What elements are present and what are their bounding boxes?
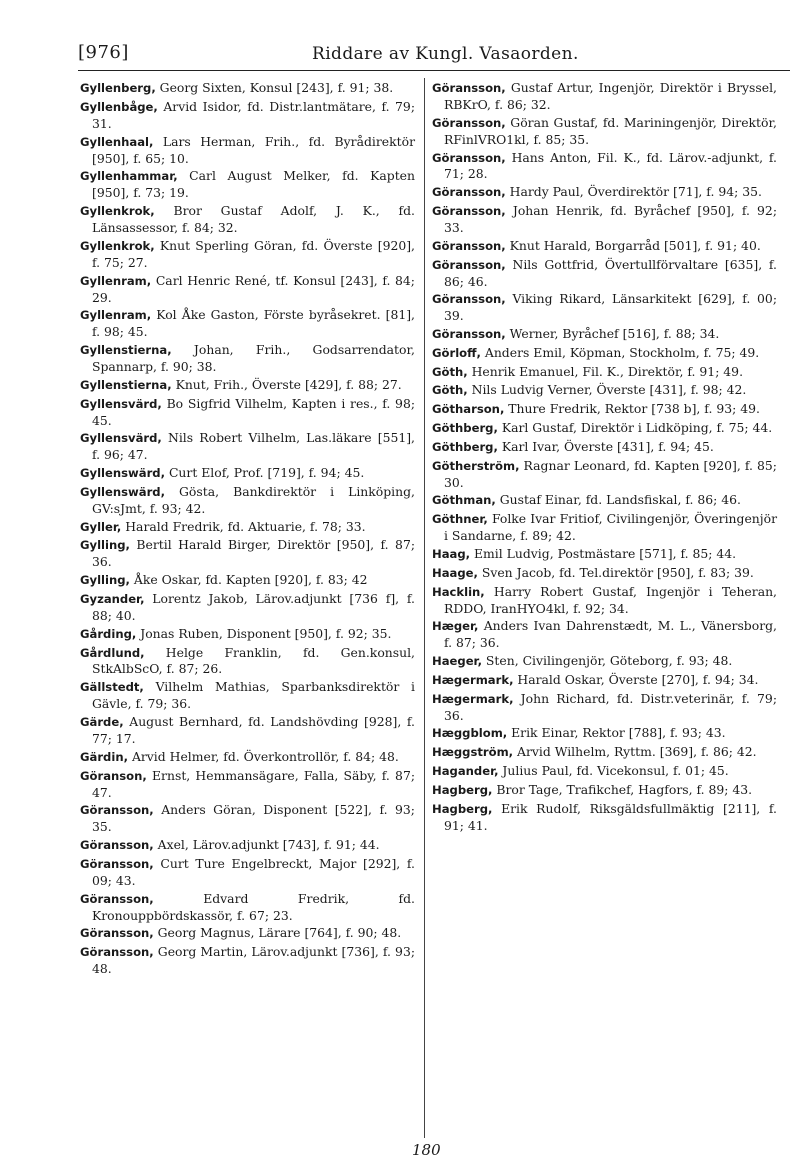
entry-surname: Göranson, — [80, 768, 147, 783]
directory-entry — [80, 944, 415, 977]
entry-details: Axel, Lärov.adjunkt [743], f. 91; 44. — [153, 837, 380, 853]
entry-details: Nils Gottfrid, Övertullförvaltare [635], f. 86; 46. — [444, 256, 777, 289]
directory-entry — [80, 645, 415, 678]
directory-entry — [80, 342, 415, 375]
entry-surname: Gyllenbåge, — [80, 99, 158, 114]
entry-details: Nils Ludvig Verner, Överste [431], f. 98; 42. — [467, 382, 747, 398]
page-number: [976] — [78, 42, 129, 63]
entry-details: Ernst, Hemmansägare, Falla, Säby, f. 87; 47. — [92, 767, 415, 800]
directory-entry — [432, 150, 777, 183]
entry-details: Knut Harald, Borgarråd [501], f. 91; 40. — [505, 237, 761, 253]
entry-surname: Göransson, — [80, 891, 154, 906]
entry-details: Gustaf Einar, fd. Landsfiskal, f. 86; 46. — [495, 492, 741, 508]
entry-details: Curt Elof, Prof. [719], f. 94; 45. — [165, 465, 365, 481]
entry-surname: Hægermark, — [432, 672, 514, 687]
directory-entry — [80, 203, 415, 236]
directory-entry — [80, 519, 415, 536]
directory-entry — [80, 537, 415, 570]
entry-details: Bror Gustaf Adolf, J. K., fd. Länsassessor, f. 84; 32. — [92, 203, 415, 235]
entry-surname: Göransson, — [432, 81, 506, 95]
directory-entry — [432, 618, 777, 651]
right-column — [432, 80, 777, 835]
directory-entry — [432, 691, 777, 724]
entry-details: Erik Einar, Rektor [788], f. 93; 43. — [507, 725, 726, 741]
entry-surname: Gärdin, — [80, 749, 128, 764]
directory-entry — [432, 546, 777, 563]
entry-surname: Gyllenram, — [80, 273, 152, 288]
directory-entry — [432, 782, 777, 799]
column-divider — [424, 78, 425, 1138]
directory-entry — [432, 184, 777, 201]
directory-entry — [80, 134, 415, 167]
directory-entry — [432, 326, 777, 343]
directory-entry — [80, 572, 415, 589]
entry-details: Carl August Melker, fd. Kapten [950], f. 73; 19. — [92, 168, 415, 201]
entry-surname: Göth, — [432, 383, 468, 398]
directory-entry — [432, 492, 777, 509]
entry-surname: Göthman, — [432, 493, 496, 508]
entry-details: August Bernhard, fd. Landshövding [928], f. 77; 17. — [92, 714, 415, 746]
entry-surname: Hæggström, — [432, 745, 514, 760]
entry-details: Gustaf Artur, Ingenjör, Direktör i Bryssel, RBKrO, f. 86; 32. — [444, 80, 777, 112]
entry-surname: Hagander, — [432, 764, 499, 778]
directory-entry — [432, 763, 777, 780]
directory-entry — [80, 168, 415, 201]
entry-details: Karl Ivar, Överste [431], f. 94; 45. — [497, 438, 714, 454]
entry-surname: Hagberg, — [432, 782, 493, 797]
entry-surname: Göransson, — [80, 838, 154, 853]
entry-surname: Gylling, — [80, 573, 130, 588]
entry-surname: Göthner, — [432, 512, 488, 527]
entry-surname: Gyllenswärd, — [80, 466, 165, 481]
entry-details: Jonas Ruben, Disponent [950], f. 92; 35. — [136, 625, 392, 641]
entry-details: Anders Ivan Dahrenstædt, M. L., Vänersborg, f. 87; 36. — [444, 618, 777, 651]
entry-details: Georg Magnus, Lärare [764], f. 90; 48. — [153, 925, 402, 941]
directory-entry — [432, 238, 777, 255]
entry-details: Julius Paul, fd. Vicekonsul, f. 01; 45. — [498, 763, 729, 778]
entry-surname: Gyllenhammar, — [80, 169, 178, 184]
entry-details: Thure Fredrik, Rektor [738 b], f. 93; 49. — [504, 401, 760, 417]
entry-surname: Gyllenstierna, — [80, 343, 172, 358]
entry-details: Harry Robert Gustaf, Ingenjör i Teheran, RDDO, IranHYO4kl, f. 92; 34. — [444, 583, 777, 616]
entry-surname: Götharson, — [432, 402, 505, 417]
entry-surname: Gyllenstierna, — [80, 377, 172, 392]
entry-details: Harald Fredrik, fd. Aktuarie, f. 78; 33. — [121, 518, 366, 534]
entry-details: Folke Ivar Fritiof, Civilingenjör, Överingenjör i Sandarne, f. 89; 42. — [444, 511, 777, 544]
directory-entry — [80, 591, 415, 624]
entry-details: John Richard, fd. Distr.veterinär, f. 79; 36. — [444, 690, 777, 723]
entry-surname: Gårding, — [80, 626, 137, 641]
entry-surname: Göransson, — [432, 292, 506, 307]
entry-surname: Gyllenkrok, — [80, 238, 155, 253]
entry-details: Arvid Wilhelm, Ryttm. [369], f. 86; 42. — [513, 744, 757, 760]
directory-entry — [80, 714, 415, 747]
entry-surname: Göransson, — [80, 856, 154, 871]
entry-surname: Gällstedt, — [80, 680, 144, 695]
entry-details: Helge Franklin, fd. Gen.konsul, StkAlbScO, f. 87; 26. — [92, 644, 415, 677]
entry-surname: Göransson, — [80, 945, 154, 960]
entry-details: Anders Emil, Köpman, Stockholm, f. 75; 49. — [480, 344, 760, 360]
entry-details: Viking Rikard, Länsarkitekt [629], f. 00; 39. — [444, 291, 777, 324]
directory-entry — [432, 584, 777, 617]
directory-entry — [80, 273, 415, 306]
entry-details: Kol Åke Gaston, Förste byråsekret. [81], f. 98; 45. — [92, 307, 415, 340]
entry-surname: Haeger, — [432, 654, 482, 669]
entry-details: Karl Gustaf, Direktör i Lidköping, f. 75; 44. — [497, 420, 773, 436]
entry-details: Göran Gustaf, fd. Mariningenjör, Direktör, RFinlVRO1kl, f. 85; 35. — [444, 114, 777, 147]
entry-details: Harald Oskar, Överste [270], f. 94; 34. — [513, 671, 759, 687]
entry-surname: Gyllenkrok, — [80, 204, 155, 219]
entry-surname: Gyllensvärd, — [80, 431, 162, 446]
directory-entry — [432, 458, 777, 491]
entry-surname: Gyllenberg, — [80, 81, 156, 95]
entry-details: Henrik Emanuel, Fil. K., Direktör, f. 91; 49. — [467, 363, 744, 379]
directory-entry — [432, 203, 777, 236]
entry-surname: Hægermark, — [432, 691, 514, 706]
entry-details: Gösta, Bankdirektör i Linköping, GV:sJmt, f. 93; 42. — [92, 483, 415, 516]
directory-entry — [80, 99, 415, 132]
directory-entry — [80, 891, 415, 924]
directory-entry — [80, 307, 415, 340]
directory-entry — [432, 420, 777, 437]
directory-entry — [80, 377, 415, 394]
directory-entry — [80, 430, 415, 463]
directory-entry — [432, 80, 777, 113]
entry-surname: Götherström, — [432, 458, 520, 473]
entry-details: Anders Göran, Disponent [522], f. 93; 35. — [92, 802, 415, 835]
directory-entry — [432, 439, 777, 456]
entry-surname: Göransson, — [432, 204, 506, 219]
directory-entry — [80, 749, 415, 766]
entry-surname: Göransson, — [432, 327, 506, 342]
entry-surname: Göransson, — [432, 185, 506, 200]
directory-entry — [432, 672, 777, 689]
left-column — [80, 80, 415, 979]
directory-entry — [80, 768, 415, 801]
entry-surname: Göthberg, — [432, 421, 498, 436]
entry-surname: Göth, — [432, 364, 468, 379]
folio: 180 — [412, 1141, 441, 1159]
directory-entry — [432, 382, 777, 399]
directory-entry — [432, 744, 777, 761]
entry-surname: Hacklin, — [432, 584, 485, 599]
directory-entry — [80, 238, 415, 271]
entry-details: Knut Sperling Göran, fd. Överste [920], f. 75; 27. — [92, 237, 415, 270]
entry-details: Arvid Isidor, fd. Distr.lantmätare, f. 79; 31. — [92, 98, 415, 131]
entry-details: Edvard Fredrik, fd. Kronouppbördskassör, f. 67; 23. — [92, 890, 415, 923]
directory-entry — [80, 465, 415, 482]
entry-details: Vilhelm Mathias, Sparbanksdirektör i Gävle, f. 79; 36. — [92, 679, 415, 712]
directory-entry — [80, 802, 415, 835]
entry-details: Georg Martin, Lärov.adjunkt [736], f. 93; 48. — [92, 944, 415, 977]
entry-surname: Gylling, — [80, 538, 130, 553]
entry-details: Nils Robert Vilhelm, Las.läkare [551], f. 96; 47. — [92, 430, 415, 463]
entry-details: Johan Henrik, fd. Byråchef [950], f. 92; 33. — [444, 203, 777, 235]
entry-details: Knut, Frih., Överste [429], f. 88; 27. — [171, 376, 402, 392]
header-rule — [78, 70, 790, 71]
entry-surname: Gyllenram, — [80, 308, 152, 323]
directory-entry — [432, 115, 777, 148]
directory-entry — [80, 80, 415, 97]
entry-details: Curt Ture Engelbreckt, Major [292], f. 09; 43. — [92, 855, 415, 888]
entry-surname: Göransson, — [80, 803, 154, 818]
entry-details: Ragnar Leonard, fd. Kapten [920], f. 85; 30. — [444, 457, 777, 490]
entry-details: Bror Tage, Trafikchef, Hagfors, f. 89; 43. — [492, 781, 753, 797]
entry-details: Georg Sixten, Konsul [243], f. 91; 38. — [155, 80, 394, 95]
entry-surname: Göransson, — [432, 238, 506, 253]
entry-details: Sten, Civilingenjör, Göteborg, f. 93; 48. — [481, 653, 733, 669]
directory-entry — [80, 626, 415, 643]
entry-details: Erik Rudolf, Riksgäldsfullmäktig [211], f. 91; 41. — [444, 800, 777, 833]
directory-entry — [432, 291, 777, 324]
directory-entry — [432, 565, 777, 582]
running-title: Riddare av Kungl. Vasaorden. — [312, 44, 579, 64]
entry-surname: Haag, — [432, 546, 471, 561]
directory-entry — [432, 801, 777, 834]
entry-surname: Hæggblom, — [432, 726, 508, 741]
entry-details: Emil Ludvig, Postmästare [571], f. 85; 44. — [470, 545, 737, 561]
entry-details: Hans Anton, Fil. K., fd. Lärov.-adjunkt, f. 71; 28. — [444, 149, 777, 182]
entry-surname: Göransson, — [80, 926, 154, 941]
entry-details: Bo Sigfrid Vilhelm, Kapten i res., f. 98; 45. — [92, 395, 415, 428]
entry-surname: Gyzander, — [80, 591, 145, 606]
entry-surname: Göransson, — [432, 115, 506, 130]
entry-surname: Görloff, — [432, 345, 481, 360]
directory-entry — [432, 725, 777, 742]
entry-surname: Gyllensvärd, — [80, 396, 162, 411]
entry-details: Lorentz Jakob, Lärov.adjunkt [736 f], f. 88; 40. — [92, 590, 415, 623]
directory-entry — [432, 345, 777, 362]
entry-details: Werner, Byråchef [516], f. 88; 34. — [505, 326, 720, 342]
directory-entry — [432, 511, 777, 544]
entry-surname: Göransson, — [432, 257, 506, 272]
entry-details: Hardy Paul, Överdirektör [71], f. 94; 35. — [505, 184, 762, 200]
directory-entry — [80, 679, 415, 712]
entry-surname: Gyllenhaal, — [80, 134, 154, 149]
entry-details: Lars Herman, Frih., fd. Byrådirektör [950], f. 65; 10. — [92, 133, 415, 166]
entry-details: Arvid Helmer, fd. Överkontrollör, f. 84; 48. — [128, 748, 399, 764]
entry-surname: Gyller, — [80, 519, 122, 534]
entry-surname: Göthberg, — [432, 439, 498, 454]
directory-entry — [432, 401, 777, 418]
entry-surname: Hagberg, — [432, 801, 493, 816]
directory-entry — [80, 484, 415, 517]
directory-entry — [80, 396, 415, 429]
entry-surname: Haage, — [432, 565, 478, 580]
directory-entry — [80, 856, 415, 889]
entry-surname: Göransson, — [432, 150, 506, 165]
directory-entry — [432, 653, 777, 670]
directory-entry — [80, 837, 415, 854]
directory-entry — [432, 364, 777, 381]
entry-surname: Gärde, — [80, 715, 124, 730]
entry-details: Åke Oskar, fd. Kapten [920], f. 83; 42 — [129, 572, 368, 588]
directory-entry — [80, 925, 415, 942]
entry-surname: Hæger, — [432, 619, 479, 634]
entry-surname: Gårdlund, — [80, 645, 145, 660]
directory-entry — [432, 257, 777, 290]
entry-details: Johan, Frih., Godsarrendator, Spannarp, f. 90; 38. — [92, 342, 415, 374]
entry-details: Carl Henric René, tf. Konsul [243], f. 84; 29. — [92, 272, 415, 305]
entry-surname: Gyllenswärd, — [80, 484, 165, 499]
entry-details: Sven Jacob, fd. Tel.direktör [950], f. 83; 39. — [477, 564, 754, 580]
entry-details: Bertil Harald Birger, Direktör [950], f. 87; 36. — [92, 537, 415, 570]
